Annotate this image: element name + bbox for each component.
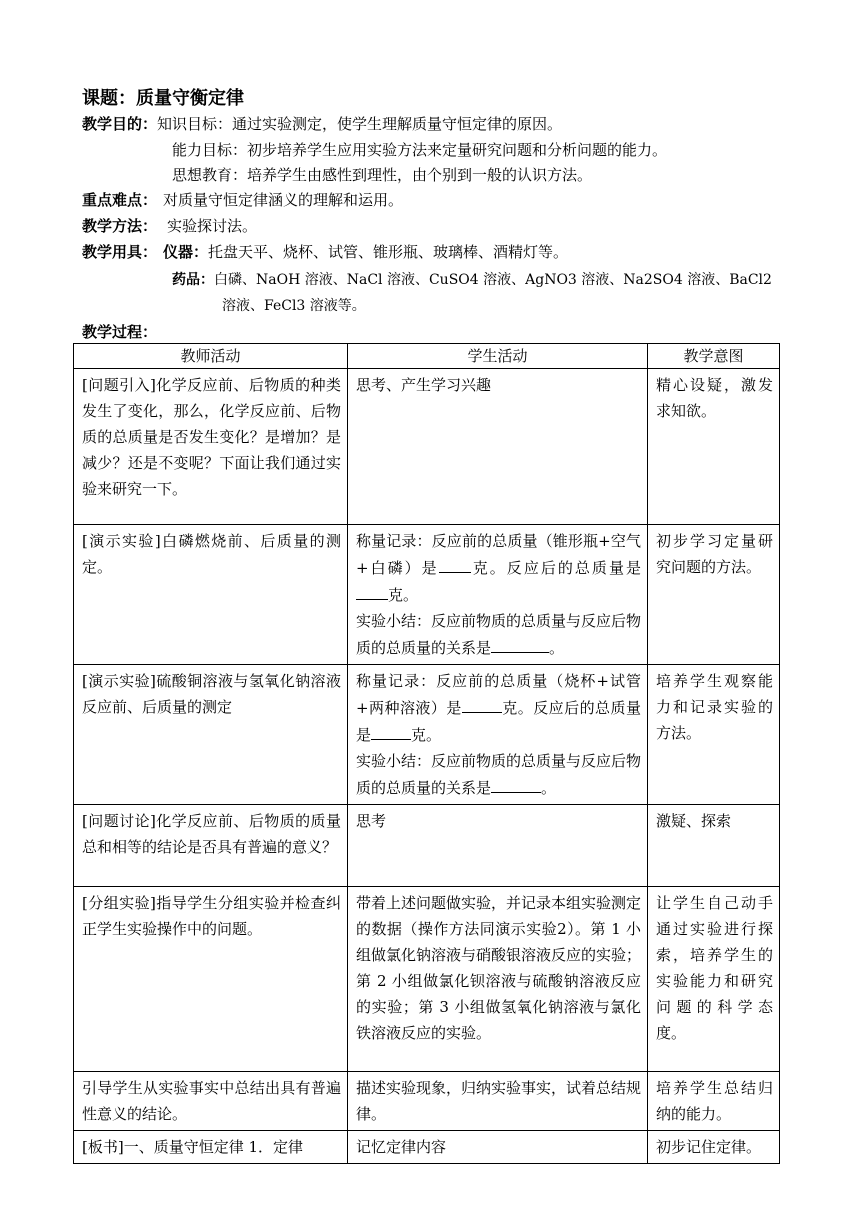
instruments-label: 仪器： bbox=[163, 243, 209, 261]
header-teacher: 教师活动 bbox=[74, 344, 348, 369]
objectives-label: 教学目的： bbox=[82, 115, 158, 133]
objectives-knowledge-line bbox=[82, 114, 562, 134]
fill-blank bbox=[491, 634, 549, 653]
record-text: 称量记录：反应前的总质量（烧杯+试管+两种溶液）是 bbox=[356, 672, 641, 717]
intent-cell: 让学生自己动手通过实验进行探索，培养学生的实验能力和研究问题的科学态度。 bbox=[648, 887, 780, 1072]
page-title: 课题：质量守衡定律 bbox=[82, 88, 244, 109]
table-row bbox=[74, 525, 780, 665]
student-cell: 描述实验现象，归纳实验事实，试着总结规律。 bbox=[348, 1072, 648, 1131]
header-student: 学生活动 bbox=[348, 344, 648, 369]
objective-ability: 能力目标：初步培养学生应用实验方法来定量研究问题和分析问题的能力。 bbox=[172, 141, 668, 159]
teacher-cell: 引导学生从实验事实中总结出具有普遍性意义的结论。 bbox=[74, 1072, 348, 1131]
record-text: 克。 bbox=[411, 726, 442, 744]
tools-line bbox=[82, 242, 568, 262]
intent-cell: 培养学生总结归纳的能力。 bbox=[648, 1072, 780, 1131]
tools-label: 教学用具： bbox=[82, 243, 158, 261]
objective-moral: 思想教育：培养学生由感性到理性，由个别到一般的认识方法。 bbox=[172, 166, 593, 184]
fill-blank bbox=[356, 581, 388, 600]
table-row bbox=[74, 805, 780, 887]
summary-end: 。 bbox=[549, 639, 565, 657]
reagents-text-1: 白磷、NaOH 溶液、NaCl 溶液、CuSO4 溶液、AgNO3 溶液、Na2SO4 溶液、BaCl2 bbox=[214, 272, 772, 288]
intent-cell: 初步记住定律。 bbox=[648, 1131, 780, 1164]
key-points-line bbox=[82, 190, 403, 210]
intent-cell: 培养学生观察能力和记录实验的方法。 bbox=[648, 665, 780, 805]
process-label: 教学过程： bbox=[82, 323, 158, 341]
student-cell: 思考 bbox=[348, 805, 648, 887]
teacher-cell: [演示实验]硫酸铜溶液与氢氧化钠溶液反应前、后质量的测定 bbox=[74, 665, 348, 805]
table-row bbox=[74, 369, 780, 525]
table-row bbox=[74, 887, 780, 1072]
intent-cell: 激疑、探索 bbox=[648, 805, 780, 887]
table-row bbox=[74, 1131, 780, 1164]
fill-blank bbox=[462, 694, 502, 713]
key-points-label: 重点难点： bbox=[82, 191, 158, 209]
table-row bbox=[74, 665, 780, 805]
student-cell: 带着上述问题做实验，并记录本组实验测定的数据（操作方法同演示实验2）。第 1 小组做氯化钠溶液与硝酸银溶液反应的实验；第 2 小组做氯化钡溶液与硫酸钠溶液反应的实验；第 3 小组做氢氧化钠溶液与氯化铁溶液反应的实验。 bbox=[348, 887, 648, 1072]
summary-text: 实验小结：反应前物质的总质量与反应后物质的总质量的关系是 bbox=[356, 612, 642, 657]
teacher-cell: [板书]一、质量守恒定律 1．定律 bbox=[74, 1131, 348, 1164]
fill-blank bbox=[491, 774, 541, 793]
table-row bbox=[74, 1072, 780, 1131]
fill-blank bbox=[439, 554, 471, 573]
student-cell bbox=[348, 525, 648, 665]
record-text: 克。反应后的总质量是 bbox=[356, 699, 641, 744]
teacher-cell: [演示实验]白磷燃烧前、后质量的测定。 bbox=[74, 525, 348, 665]
lesson-table bbox=[73, 343, 780, 1164]
method-line bbox=[82, 216, 257, 236]
student-cell: 思考、产生学习兴趣 bbox=[348, 369, 648, 525]
teacher-cell: [分组实验]指导学生分组实验并检查纠正学生实验操作中的问题。 bbox=[74, 887, 348, 1072]
record-text: 克。 bbox=[388, 586, 419, 604]
table-header-row bbox=[74, 344, 780, 369]
summary-text: 实验小结：反应前物质的总质量与反应后物质的总质量的关系是 bbox=[356, 752, 642, 797]
method-label: 教学方法： bbox=[82, 217, 158, 235]
summary-end: 。 bbox=[541, 779, 557, 797]
teacher-cell: [问题讨论]化学反应前、后物质的质量总和相等的结论是否具有普遍的意义？ bbox=[74, 805, 348, 887]
objective-knowledge: 知识目标：通过实验测定，使学生理解质量守恒定律的原因。 bbox=[157, 115, 563, 133]
reagents-text-2: 溶液、FeCl3 溶液等。 bbox=[222, 298, 366, 314]
key-points-text: 对质量守恒定律涵义的理解和运用。 bbox=[163, 191, 404, 209]
reagents-label: 药品： bbox=[172, 272, 214, 288]
header-intent: 教学意图 bbox=[648, 344, 780, 369]
intent-cell: 初步学习定量研究问题的方法。 bbox=[648, 525, 780, 665]
method-text: 实验探讨法。 bbox=[167, 217, 258, 235]
student-cell bbox=[348, 665, 648, 805]
record-text: 称量记录：反应前的总质量（锥形瓶+空气+白磷）是 bbox=[356, 532, 641, 577]
record-text: 克。反应后的总质量是 bbox=[470, 559, 641, 577]
teacher-cell: [问题引入]化学反应前、后物质的种类发生了变化，那么，化学反应前、后物质的总质量是否发生变化？是增加？是减少？还是不变呢？下面让我们通过实验来研究一下。 bbox=[74, 369, 348, 525]
student-cell: 记忆定律内容 bbox=[348, 1131, 648, 1164]
instruments-text: 托盘天平、烧杯、试管、锥形瓶、玻璃棒、酒精灯等。 bbox=[208, 243, 569, 261]
reagents-line bbox=[172, 270, 772, 290]
intent-cell: 精心设疑，激发求知欲。 bbox=[648, 369, 780, 525]
fill-blank bbox=[371, 721, 411, 740]
